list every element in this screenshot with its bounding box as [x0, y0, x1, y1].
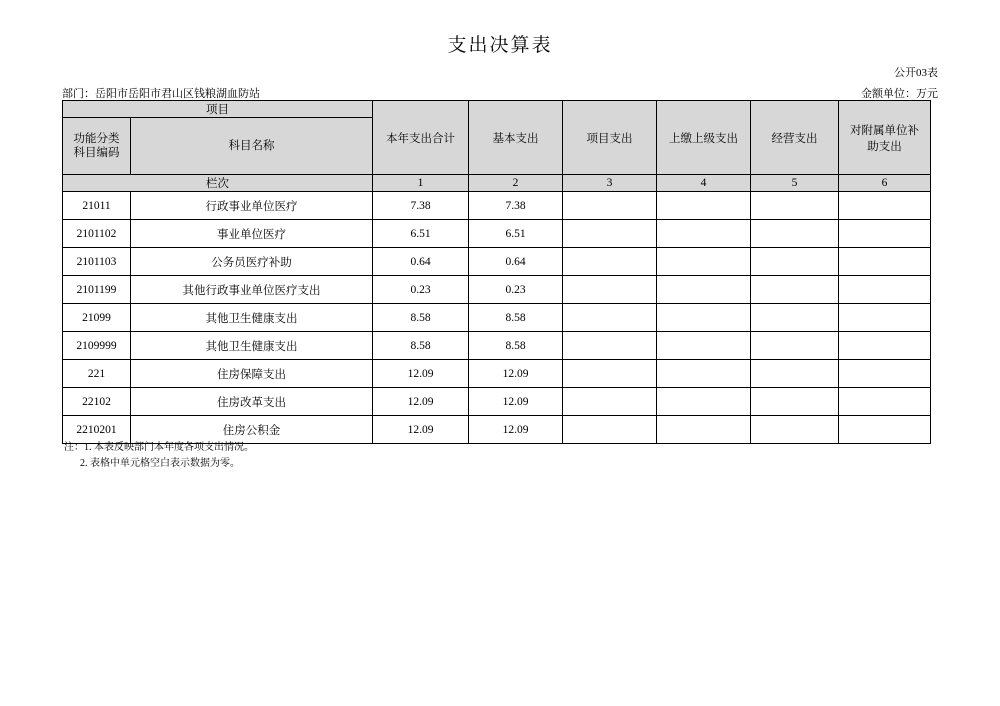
cell-project: [563, 388, 657, 416]
expenditure-table: [62, 100, 931, 444]
table-body: [63, 192, 931, 444]
cell-basic: 8.58: [469, 332, 563, 360]
cell-code: 2210201: [63, 416, 131, 444]
header-operating-expenditure: 经营支出: [751, 101, 839, 175]
cell-basic: 12.09: [469, 388, 563, 416]
cell-operating: [751, 220, 839, 248]
table-row: [63, 304, 931, 332]
cell-operating: [751, 304, 839, 332]
note-line-1: 注：1. 本表反映部门本年度各项支出情况。: [64, 442, 254, 453]
table-row: [63, 248, 931, 276]
cell-operating: [751, 276, 839, 304]
header-project-expenditure: 项目支出: [563, 101, 657, 175]
column-index-4: 4: [657, 175, 751, 192]
cell-name: 其他卫生健康支出: [131, 304, 373, 332]
header-subject-name: 科目名称: [131, 118, 373, 175]
cell-upper: [657, 360, 751, 388]
header-function-code: [63, 118, 131, 175]
cell-upper: [657, 276, 751, 304]
cell-project: [563, 192, 657, 220]
cell-project: [563, 276, 657, 304]
table-row: [63, 332, 931, 360]
cell-name: 住房公积金: [131, 416, 373, 444]
cell-name: 行政事业单位医疗: [131, 192, 373, 220]
table-row: [63, 388, 931, 416]
header-total-expenditure: 本年支出合计: [373, 101, 469, 175]
cell-code: 2109999: [63, 332, 131, 360]
column-index-2: 2: [469, 175, 563, 192]
cell-name: 其他行政事业单位医疗支出: [131, 276, 373, 304]
form-number: 公开03表: [894, 67, 938, 79]
cell-operating: [751, 332, 839, 360]
cell-basic: 0.23: [469, 276, 563, 304]
cell-code: 2101103: [63, 248, 131, 276]
cell-upper: [657, 248, 751, 276]
cell-total: 12.09: [373, 416, 469, 444]
cell-name: 事业单位医疗: [131, 220, 373, 248]
cell-name: 公务员医疗补助: [131, 248, 373, 276]
column-index-3: 3: [563, 175, 657, 192]
cell-subsidiary: [839, 276, 931, 304]
cell-subsidiary: [839, 388, 931, 416]
cell-total: 12.09: [373, 360, 469, 388]
cell-subsidiary: [839, 220, 931, 248]
note-line-2: 2. 表格中单元格空白表示数据为零。: [80, 458, 240, 469]
header-subsidiary-subsidy-line2: 助支出: [867, 140, 902, 153]
cell-basic: 0.64: [469, 248, 563, 276]
cell-total: 6.51: [373, 220, 469, 248]
header-function-code-line1: 功能分类: [73, 132, 120, 145]
page-title: 支出决算表: [447, 35, 553, 56]
cell-name: 住房保障支出: [131, 360, 373, 388]
cell-code: 21011: [63, 192, 131, 220]
cell-subsidiary: [839, 416, 931, 444]
header-group-item: 项目: [63, 101, 373, 118]
cell-subsidiary: [839, 332, 931, 360]
cell-upper: [657, 304, 751, 332]
cell-total: 8.58: [373, 304, 469, 332]
column-index-6: 6: [839, 175, 931, 192]
table-header: [63, 101, 931, 192]
cell-upper: [657, 332, 751, 360]
cell-project: [563, 304, 657, 332]
cell-project: [563, 332, 657, 360]
cell-subsidiary: [839, 192, 931, 220]
cell-operating: [751, 416, 839, 444]
cell-basic: 12.09: [469, 360, 563, 388]
cell-operating: [751, 360, 839, 388]
header-subsidiary-subsidy-line1: 对附属单位补: [850, 124, 919, 137]
cell-total: 12.09: [373, 388, 469, 416]
cell-upper: [657, 192, 751, 220]
cell-subsidiary: [839, 360, 931, 388]
cell-code: 2101102: [63, 220, 131, 248]
cell-project: [563, 360, 657, 388]
cell-operating: [751, 248, 839, 276]
header-upper-remittance: 上缴上级支出: [657, 101, 751, 175]
cell-project: [563, 416, 657, 444]
cell-upper: [657, 416, 751, 444]
cell-code: 221: [63, 360, 131, 388]
department-line: 部门：岳阳市岳阳市君山区钱粮湖血防站: [62, 88, 260, 100]
cell-project: [563, 220, 657, 248]
cell-basic: 12.09: [469, 416, 563, 444]
cell-operating: [751, 388, 839, 416]
cell-name: 住房改革支出: [131, 388, 373, 416]
cell-total: 7.38: [373, 192, 469, 220]
column-index-1: 1: [373, 175, 469, 192]
cell-basic: 7.38: [469, 192, 563, 220]
cell-code: 2101199: [63, 276, 131, 304]
table-row: [63, 220, 931, 248]
cell-name: 其他卫生健康支出: [131, 332, 373, 360]
cell-total: 0.23: [373, 276, 469, 304]
cell-upper: [657, 220, 751, 248]
cell-code: 21099: [63, 304, 131, 332]
cell-operating: [751, 192, 839, 220]
cell-subsidiary: [839, 304, 931, 332]
cell-project: [563, 248, 657, 276]
table-row: [63, 192, 931, 220]
cell-total: 8.58: [373, 332, 469, 360]
amount-unit-note: 金额单位：万元: [861, 88, 938, 100]
table-row: [63, 276, 931, 304]
cell-code: 22102: [63, 388, 131, 416]
column-index-5: 5: [751, 175, 839, 192]
header-function-code-line2: 科目编码: [73, 147, 120, 159]
cell-subsidiary: [839, 248, 931, 276]
cell-basic: 6.51: [469, 220, 563, 248]
cell-upper: [657, 388, 751, 416]
table-row: [63, 360, 931, 388]
column-index-label: 栏次: [63, 175, 373, 192]
cell-basic: 8.58: [469, 304, 563, 332]
header-basic-expenditure: 基本支出: [469, 101, 563, 175]
cell-total: 0.64: [373, 248, 469, 276]
header-subsidiary-subsidy: [839, 101, 931, 175]
